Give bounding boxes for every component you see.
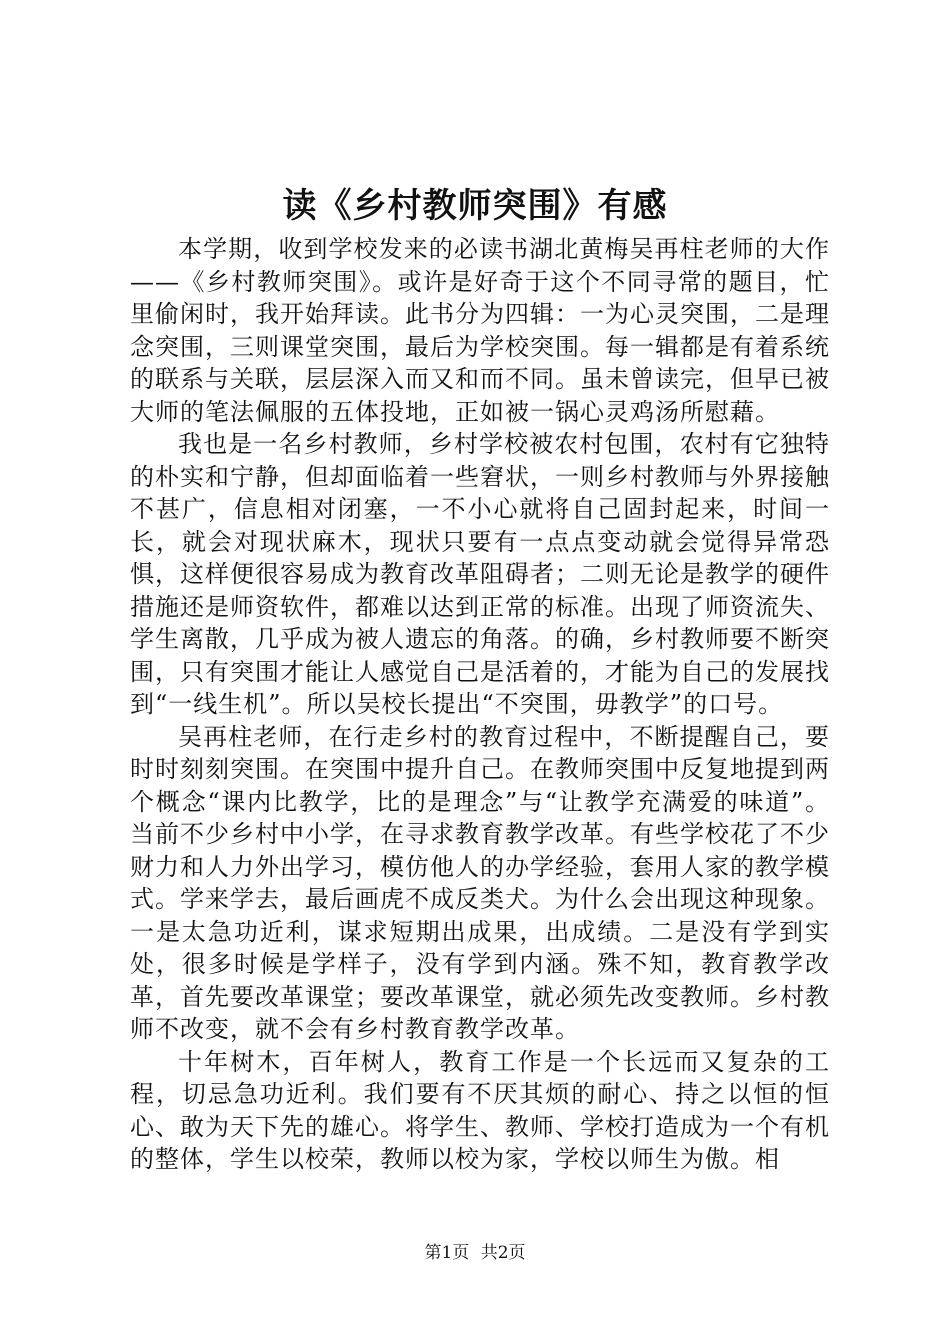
page-footer: [0, 1241, 950, 1265]
page-number: 第1页: [424, 1243, 470, 1263]
paragraph-2: 我也是一名乡村教师，乡村学校被农村包围，农村有它独特的朴实和宁静，但却面临着一些窘状，一则乡村教师与外界接触不甚广，信息相对闭塞，一不小心就将自己固封起来，时间一长，就会对现状麻木，现状只要有一点点变动就会觉得异常恐惧，这样便很容易成为教育改革阻碍者；二则无论是教学的硬件措施还是师资软件，都难以达到正常的标准。出现了师资流失、学生离散，几乎成为被人遗忘的角落。的确，乡村教师要不断突围，只有突围才能让人感觉自己是活着的，才能为自己的发展找到“一线生机”。所以吴校长提出“不突围，毋教学”的口号。: [130, 430, 830, 718]
paragraph-1: 本学期，收到学校发来的必读书湖北黄梅吴再柱老师的大作——《乡村教师突围》。或许是好奇于这个不同寻常的题目，忙里偷闲时，我开始拜读。此书分为四辑：一为心灵突围，二是理念突围，三则课堂突围，最后为学校突围。每一辑都是有着系统的联系与关联，层层深入而又和而不同。虽未曾读完，但早已被大师的笔法佩服的五体投地，正如被一锅心灵鸡汤所慰藉。: [130, 235, 830, 426]
document-body: [130, 233, 830, 1176]
page-total: 共2页: [480, 1243, 526, 1263]
page-title: 读《乡村教师突围》有感: [282, 186, 668, 226]
paragraph-4: 十年树木，百年树人，教育工作是一个长远而又复杂的工程，切忌急功近利。我们要有不厌其烦的耐心、持之以恒的恒心、敢为天下先的雄心。将学生、教师、学校打造成为一个有机的整体，学生以校荣，教师以校为家，学校以师生为傲。相: [130, 1047, 830, 1173]
paragraph-3: 吴再柱老师，在行走乡村的教育过程中，不断提醒自己，要时时刻刻突围。在突围中提升自己。在教师突围中反复地提到两个概念“课内比教学，比的是理念”与“让教学充满爱的味道”。当前不少乡村中小学，在寻求教育教学改革。有些学校花了不少财力和人力外出学习，模仿他人的办学经验，套用人家的教学模式。学来学去，最后画虎不成反类犬。为什么会出现这种现象。一是太急功近利，谋求短期出成果，出成绩。二是没有学到实处，很多时候是学样子，没有学到内涵。殊不知，教育教学改革，首先要改革课堂；要改革课堂，就必须先改变教师。乡村教师不改变，就不会有乡村教育教学改革。: [130, 722, 830, 1043]
